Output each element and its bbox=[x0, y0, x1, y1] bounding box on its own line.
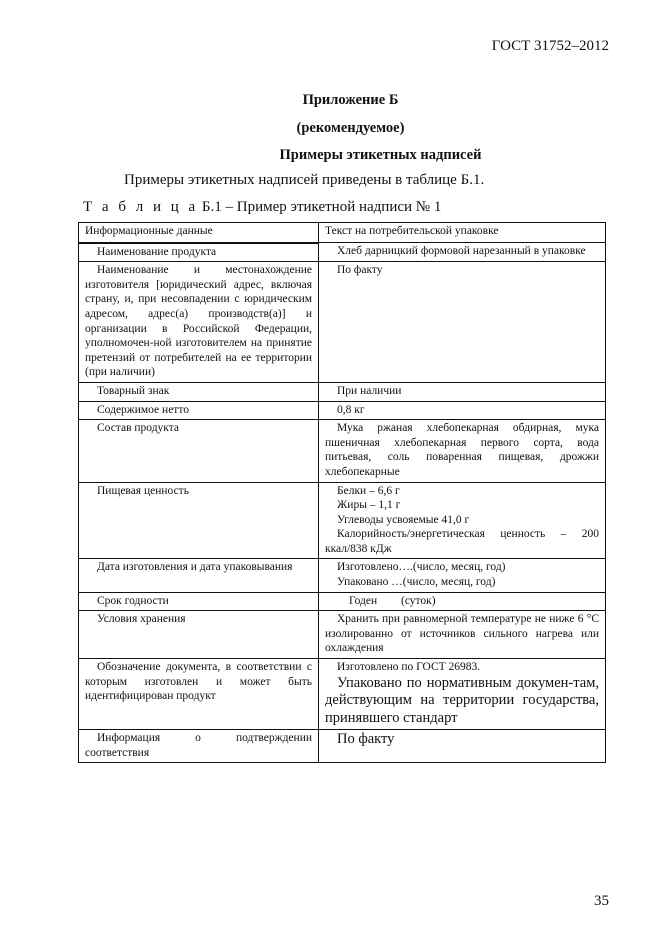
row-value-net-content: 0,8 кг bbox=[319, 401, 606, 420]
row-key-nutrition: Пищевая ценность bbox=[79, 482, 319, 559]
header-info-data: Информационные данные bbox=[79, 223, 319, 243]
standard-code: ГОСТ 31752–2012 bbox=[491, 38, 609, 54]
row-key-composition: Состав продукта bbox=[79, 420, 319, 482]
table-row bbox=[79, 420, 606, 482]
row-value-storage: Хранить при равномерной температуре не ниже 6 °С изолированно от источников сильного нагрева или охлаждения bbox=[319, 611, 606, 659]
appendix-title: Приложение Б bbox=[302, 92, 399, 108]
row-key-shelf-life: Срок годности bbox=[79, 592, 319, 611]
table-row bbox=[79, 482, 606, 559]
table-row bbox=[79, 611, 606, 659]
row-value-nutrition bbox=[319, 482, 606, 559]
table-row bbox=[79, 401, 606, 420]
intro-paragraph: Примеры этикетных надписей приведены в таблице Б.1. bbox=[124, 172, 485, 188]
document-made-per: Изготовлено по ГОСТ 26983. bbox=[337, 661, 481, 674]
table-caption bbox=[83, 199, 441, 216]
row-value-document bbox=[319, 659, 606, 730]
appendix-subtitle: Примеры этикетных надписей bbox=[279, 147, 482, 163]
nutrition-energy: Калорийность/энергетическая ценность – 200 ккал/838 кДж bbox=[325, 528, 599, 555]
table-row bbox=[79, 659, 606, 730]
appendix-status: (рекомендуемое) bbox=[296, 120, 405, 136]
label-table bbox=[78, 222, 606, 763]
row-key-document: Обозначение документа, в соответствии с которым изготовлен и может быть идентифицирован продукт bbox=[79, 659, 319, 730]
row-value-manufacturer: По факту bbox=[319, 262, 606, 383]
nutrition-carbs: Углеводы усвояемые 41,0 г bbox=[337, 513, 470, 526]
document-packed-per: Упаковано по нормативным докумен-там, действующим на территории государства, принявшего стандарт bbox=[325, 674, 599, 726]
table-row bbox=[79, 730, 606, 763]
row-key-product-name: Наименование продукта bbox=[79, 243, 319, 262]
table-row bbox=[79, 592, 606, 611]
page-number: 35 bbox=[594, 893, 609, 909]
table-caption-text: Б.1 – Пример этикетной надписи № 1 bbox=[198, 199, 442, 215]
row-key-trademark: Товарный знак bbox=[79, 382, 319, 401]
table-row bbox=[79, 382, 606, 401]
row-value-dates bbox=[319, 559, 606, 592]
row-value-composition: Мука ржаная хлебопекарная обдирная, мука пшеничная хлебопекарная первого сорта, вода питьевая, соль поваренная пищевая, дрожжи хлебопекарные bbox=[319, 420, 606, 482]
row-key-dates: Дата изготовления и дата упаковывания bbox=[79, 559, 319, 592]
date-manufactured: Изготовлено….(число, месяц, год) bbox=[337, 561, 506, 574]
table-header-row bbox=[79, 223, 606, 243]
row-key-manufacturer: Наименование и местонахождение изготовителя [юридический адрес, включая страну, и, при несовпадении с юридическим адресом, адрес(а) производств(а)] и организации в Российской Федерации, уполномочен-ной изготовителем на принятие претензий от потребителей на ее территории (при наличии) bbox=[79, 262, 319, 383]
row-value-shelf-life bbox=[319, 592, 606, 611]
table-caption-word: Т а б л и ц а bbox=[83, 199, 199, 215]
nutrition-fats: Жиры – 1,1 г bbox=[337, 499, 401, 512]
row-key-conformity: Информация о подтверждении соответствия bbox=[79, 730, 319, 763]
nutrition-proteins: Белки – 6,6 г bbox=[337, 484, 400, 497]
table-row bbox=[79, 559, 606, 592]
table-row bbox=[79, 262, 606, 383]
header-package-text: Текст на потребительской упаковке bbox=[319, 223, 606, 243]
row-key-net-content: Содержимое нетто bbox=[79, 401, 319, 420]
row-value-conformity: По факту bbox=[319, 730, 606, 763]
date-packed: Упаковано …(число, месяц, год) bbox=[337, 576, 496, 589]
table-row bbox=[79, 243, 606, 262]
row-value-trademark: При наличии bbox=[319, 382, 606, 401]
row-value-product-name: Хлеб дарницкий формовой нарезанный в упаковке bbox=[319, 243, 606, 262]
shelf-life-suffix: (суток) bbox=[401, 594, 436, 607]
row-key-storage: Условия хранения bbox=[79, 611, 319, 659]
shelf-life-prefix: Годен bbox=[349, 594, 378, 607]
